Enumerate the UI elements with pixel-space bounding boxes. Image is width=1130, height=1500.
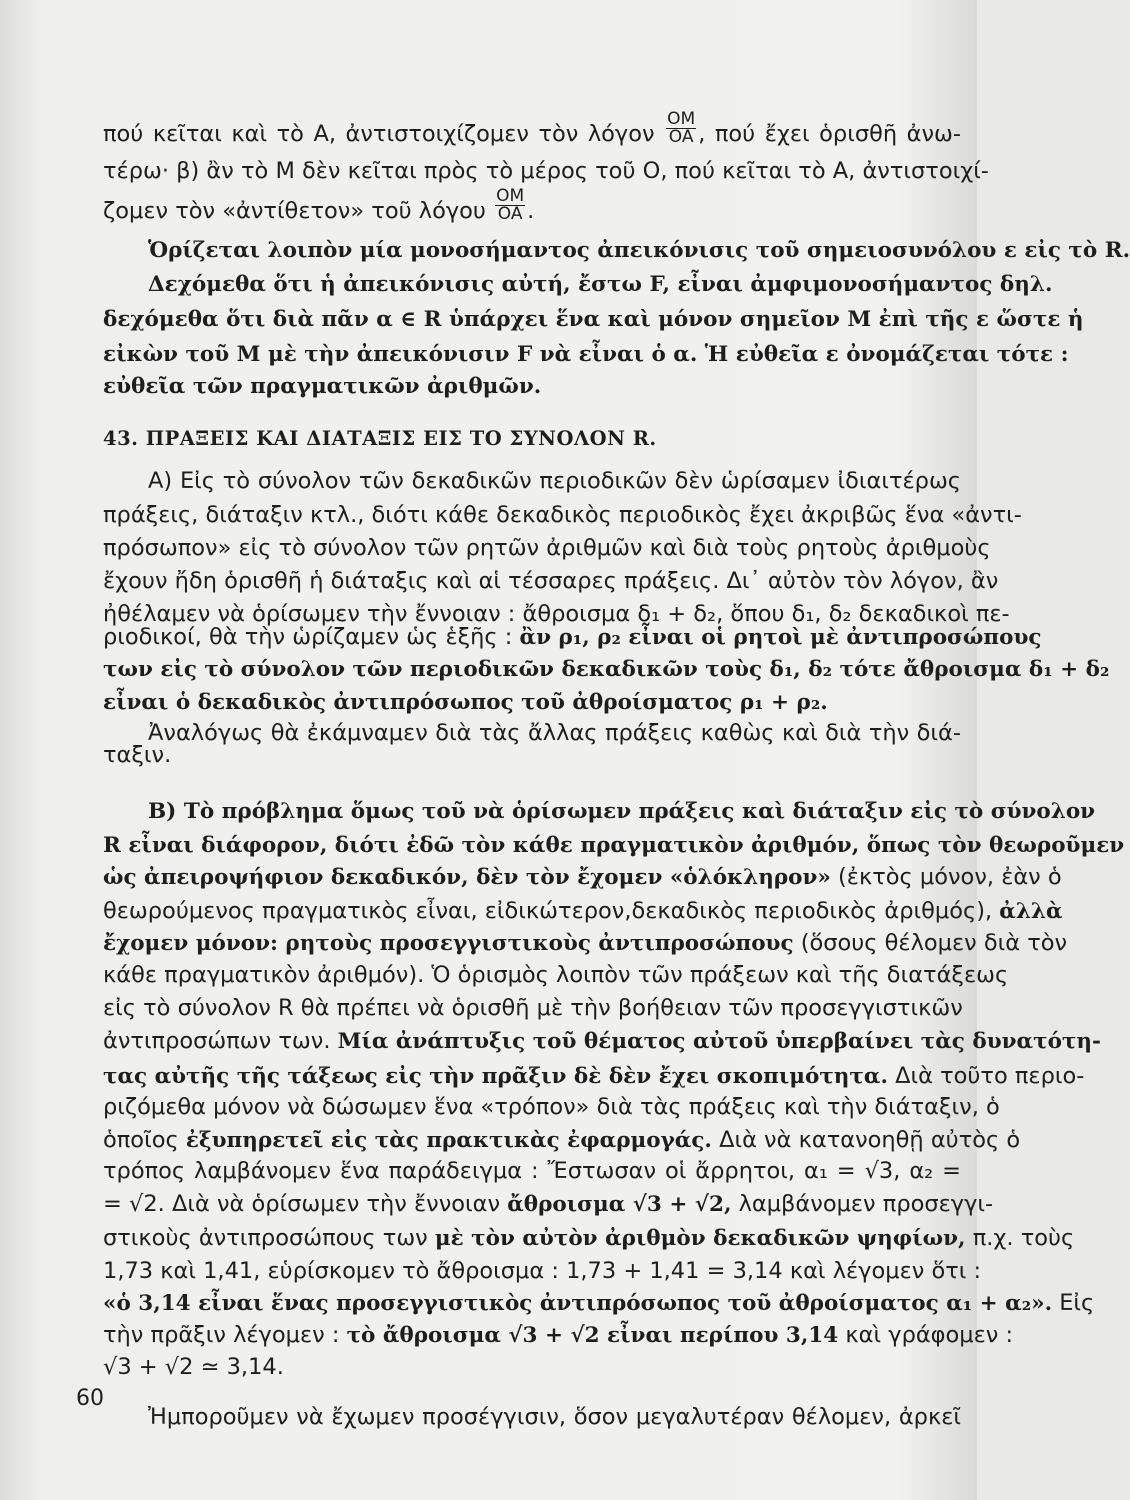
fraction-om-oa: $\frac{OM}{OA}$ bbox=[496, 186, 525, 224]
text-line: τρόπος λαμβάνομεν ἕνα παράδειγμα : Ἔστωσαν οἱ ἄρρητοι, α₁ = √3, α₂ = bbox=[103, 1158, 961, 1184]
text-line: πρόσωπον» εἰς τὸ σύνολον τῶν ρητῶν ἀριθμῶν καὶ διὰ τοὺς ρητοὺς ἀριθμοὺς bbox=[103, 535, 991, 561]
text-line: 1,73 καὶ 1,41, εὑρίσκομεν τὸ ἄθροισμα : 1,73 + 1,41 = 3,14 καὶ λέγομεν ὅτι : bbox=[103, 1258, 982, 1284]
text-line: ὁποῖος ἐξυπηρετεῖ εἰς τὰς πρακτικὰς ἐφαρμογάς. Διὰ νὰ κατανοηθῇ αὐτὸς ὁ bbox=[103, 1127, 1021, 1153]
text-line: κάθε πραγματικὸν ἀριθμόν). Ὁ ὁρισμὸς λοιπὸν τῶν πράξεων καὶ τῆς διατάξεως bbox=[103, 962, 1009, 988]
text-line: των εἰς τὸ σύνολον τῶν περιοδικῶν δεκαδικῶν τοὺς δ₁, δ₂ τότε ἄθροισμα δ₁ + δ₂ bbox=[103, 657, 1110, 682]
text-line: δεχόμεθα ὅτι διὰ πᾶν α ∈ R ὑπάρχει ἕνα καὶ μόνον σημεῖον M ἐπὶ τῆς ε ὥστε ἡ bbox=[103, 307, 1084, 332]
text-line: √3 + √2 ≃ 3,14. bbox=[103, 1354, 284, 1380]
text-line: εὐθεῖα τῶν πραγματικῶν ἀριθμῶν. bbox=[103, 374, 542, 399]
text-line: ἔχομεν μόνον: ρητοὺς προσεγγιστικοὺς ἀντιπροσώπους (ὅσους θέλομεν διὰ τὸν bbox=[103, 930, 1068, 956]
text-line: ὡς ἀπειροψήφιον δεκαδικόν, δὲν τὸν ἔχομεν «ὁλόκληρον» (ἐκτὸς μόνον, ἐὰν ὁ bbox=[103, 864, 1062, 890]
text-line: ἀντιπροσώπων των. Μία ἀνάπτυξις τοῦ θέματος αὐτοῦ ὑπερβαίνει τὰς δυνατότη- bbox=[103, 1028, 1101, 1054]
text-line: Ἠμποροῦμεν νὰ ἔχωμεν προσέγγισιν, ὅσον μεγαλυτέραν θέλομεν, ἀρκεῖ bbox=[148, 1404, 961, 1430]
text-line: εἰς τὸ σύνολον R θὰ πρέπει νὰ ὁρισθῆ μὲ τὴν βοήθειαν τῶν προσεγγιστικῶν bbox=[103, 995, 963, 1021]
text-line: ζομεν τὸν «ἀντίθετον» τοῦ λόγου $\frac{OM}{OA}$ . bbox=[103, 186, 535, 224]
page-number: 60 bbox=[76, 1386, 104, 1411]
text-line: Δεχόμεθα ὅτι ἡ ἀπεικόνισις αὐτή, ἔστω F, εἶναι ἀμφιμονοσήμαντος δηλ. bbox=[148, 272, 1053, 297]
text-line: R εἶναι διάφορον, διότι ἐδῶ τὸν κάθε πραγματικὸν ἀριθμόν, ὅπως τὸν θεωροῦμεν bbox=[103, 833, 1125, 858]
text-line: πράξεις, διάταξιν κτλ., διότι κάθε δεκαδικὸς περιοδικὸς ἔχει ἀκριβῶς ἕνα «ἀντι- bbox=[103, 502, 1022, 528]
text-line: ριζόμεθα μόνον νὰ δώσωμεν ἕνα «τρόπον» διὰ τὰς πράξεις καὶ τὴν διάταξιν, ὁ bbox=[103, 1094, 1000, 1120]
text-line: Α) Εἰς τὸ σύνολον τῶν δεκαδικῶν περιοδικῶν δὲν ὡρίσαμεν ἰδιαιτέρως bbox=[148, 468, 961, 494]
text-line: εἰκὼν τοῦ M μὲ τὴν ἀπεικόνισιν F νὰ εἶναι ὁ α. Ἡ εὐθεῖα ε ὀνομάζεται τότε : bbox=[103, 342, 1069, 367]
text-line: τας αὐτῆς τῆς τάξεως εἰς τὴν πρᾶξιν δὲ δὲν ἔχει σκοπιμότητα. Διὰ τοῦτο περιο- bbox=[103, 1063, 1085, 1089]
text-line: Ἀναλόγως θὰ ἐκάμναμεν διὰ τὰς ἄλλας πράξεις καθὼς καὶ διὰ τὴν διά- bbox=[148, 720, 961, 746]
text-line: εἶναι ὁ δεκαδικὸς ἀντιπρόσωπος τοῦ ἀθροίσματος ρ₁ + ρ₂. bbox=[103, 690, 828, 715]
text-line: Β) Τὸ πρόβλημα ὅμως τοῦ νὰ ὁρίσωμεν πράξεις καὶ διάταξιν εἰς τὸ σύνολον bbox=[148, 799, 1096, 824]
fraction-om-oa: $\frac{OM}{OA}$ bbox=[667, 109, 696, 147]
section-heading: 43. ΠΡΑΞΕΙΣ ΚΑΙ ΔΙΑΤΑΞΙΣ ΕΙΣ ΤΟ ΣΥΝΟΛΟΝ R. bbox=[103, 427, 657, 450]
text-line: τέρω· β) ἂν τὸ M δὲν κεῖται πρὸς τὸ μέρος τοῦ O, πού κεῖται τὸ A, ἀντιστοιχί- bbox=[103, 158, 989, 184]
text-line: θεωρούμενος πραγματικὸς εἶναι, εἰδικώτερον,δεκαδικὸς περιοδικὸς ἀριθμός), ἀλλὰ bbox=[103, 898, 1063, 924]
text-line: στικοὺς ἀντιπροσώπους των μὲ τὸν αὐτὸν ἀριθμὸν δεκαδικῶν ψηφίων, π.χ. τοὺς bbox=[103, 1225, 1075, 1251]
text-line: = √2. Διὰ νὰ ὁρίσωμεν τὴν ἔννοιαν ἄθροισμα √3 + √2, λαμβάνομεν προσεγγι- bbox=[103, 1191, 994, 1217]
text-line: ταξιν. bbox=[103, 742, 172, 768]
text-line: ριοδικοί, θὰ τὴν ὡρίζαμεν ὡς ἑξῆς : ἂν ρ₁, ρ₂ εἶναι οἱ ρητοὶ μὲ ἀντιπροσώπους bbox=[103, 624, 1042, 650]
text-line: ἠθέλαμεν νὰ ὁρίσωμεν τὴν ἔννοιαν : ἄθροισμα δ₁ + δ₂, ὅπου δ₁, δ₂ δεκαδικοὶ πε- bbox=[103, 601, 1010, 627]
text-line: τὴν πρᾶξιν λέγομεν : τὸ ἄθροισμα √3 + √2 εἶναι περίπου 3,14 καὶ γράφομεν : bbox=[103, 1322, 1014, 1348]
text-line: Ὁρίζεται λοιπὸν μία μονοσήμαντος ἀπεικόνισις τοῦ σημειοσυνόλου ε εἰς τὸ R. bbox=[148, 238, 1130, 263]
text-line: ἔχουν ἤδη ὁρισθῆ ἡ διάταξις καὶ αἱ τέσσαρες πράξεις. Δι᾽ αὐτὸν τὸν λόγον, ἂν bbox=[103, 568, 999, 594]
text-line: «ὁ 3,14 εἶναι ἕνας προσεγγιστικὸς ἀντιπρόσωπος τοῦ ἀθροίσματος α₁ + α₂». Εἰς bbox=[103, 1290, 1095, 1316]
text-line: πού κεῖται καὶ τὸ A, ἀντιστοιχίζομεν τὸν λόγον $\frac{OM}{OA}$ , πού ἔχει ὁρισθῆ ἀνω- bbox=[103, 109, 961, 147]
